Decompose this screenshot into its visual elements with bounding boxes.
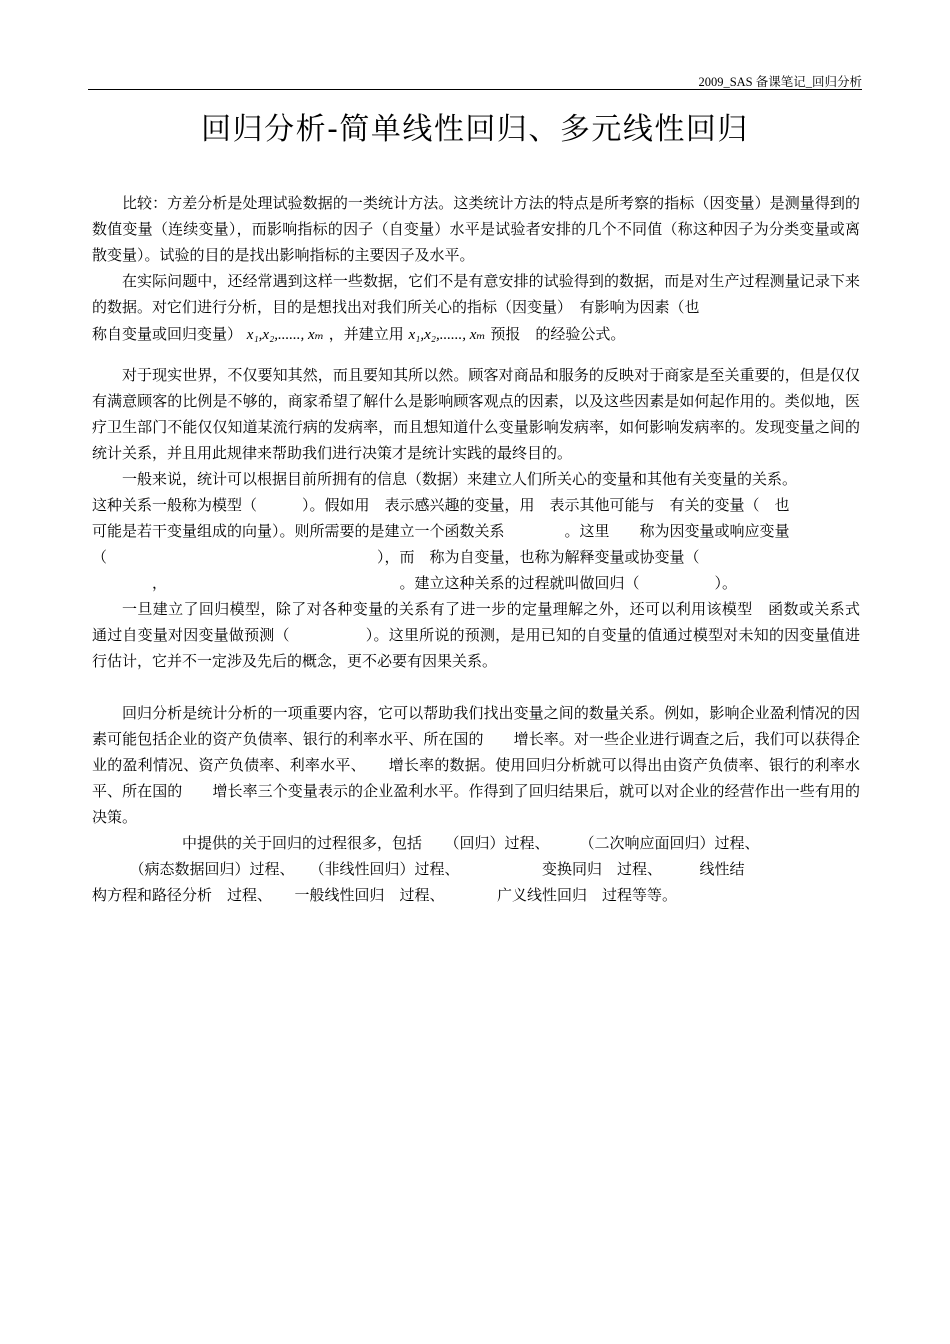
paragraph-practical-problem: 在实际问题中，还经常遇到这样一些数据，它们不是有意安排的试验得到的数据，而是对生产过程测量记录下来的数据。对它们进行分析，目的是想找出对我们所关心的指标（因变量） 有影响为因素（也 (92, 272, 860, 316)
formula-mid-text: ，并建立用 (328, 325, 404, 343)
page-title: 回归分析-简单线性回归、多元线性回归 (201, 112, 749, 147)
header-rule (88, 89, 862, 90)
formula-suffix-text: 预报 的经验公式。 (490, 325, 626, 343)
variable-sequence-repeat: x₁,x₂,......, xₘ (408, 327, 486, 343)
formula-line (92, 320, 860, 362)
paragraph-model-line-5: ， 。建立这种关系的过程就叫做回归（ ）。 (92, 574, 738, 592)
paragraph-model-line-4: （ ），而 称为自变量，也称为解释变量或协变量（ (92, 548, 700, 566)
running-header: 2009_SAS 备课笔记_回归分析 (698, 75, 862, 89)
variable-sequence: x₁,x₂,......, xₘ (246, 327, 324, 343)
paragraph-prediction: 一旦建立了回归模型，除了对各种变量的关系有了进一步的定量理解之外，还可以利用该模型 函数或关系式 通过自变量对因变量做预测（ ）。这里所说的预测，是用已知的自变量的值通过模型对未知的因变量值进行估计，它并不一定涉及先后的概念，更不必要有因果关系。 (92, 600, 876, 670)
paragraph-real-world: 对于现实世界，不仅要知其然，而且要知其所以然。顾客对商品和服务的反映对于商家是至关重要的，但是仅仅有满意顾客的比例是不够的，商家希望了解什么是影响顾客观点的因素，以及这些因素是如何起作用的。类似地，医疗卫生部门不能仅仅知道某流行病的发病率，而且想知道什么变量影响发病率，如何影响发病率的。发现变量之间的统计关系，并且用此规律来帮助我们进行决策才是统计实践的最终目的。 (92, 366, 860, 462)
paragraph-regression-analysis: 回归分析是统计分析的一项重要内容，它可以帮助我们找出变量之间的数量关系。例如，影响企业盈利情况的因素可能包括企业的资产负债率、银行的利率水平、所在国的 增长率。对一些企业进行调查之后，我们可以获得企业的盈利情况、资产负债率、利率水平、 增长率的数据。使用回归分析就可以得出由资产负债率、银行的利率水平、所在国的 增长率三个变量表示的企业盈利水平。作得到了回归结果后，就可以对企业的经营作出一些有用的决策。 (92, 704, 860, 826)
paragraph-model-line-3: 可能是若干变量组成的向量）。则所需要的是建立一个函数关系 。这里 称为因变量或响应变量 (92, 522, 790, 540)
paragraph-procedures-line-3: 构方程和路径分析 过程、 一般线性回归 过程、 广义线性回归 过程等等。 (92, 886, 678, 904)
paragraph-procedures-line-1: 中提供的关于回归的过程很多，包括 （回归）过程、 （二次响应面回归）过程、 (92, 834, 760, 852)
document-body (92, 190, 876, 908)
paragraph-gap (92, 674, 860, 700)
paragraph-model-line-2: 这种关系一般称为模型（ ）。假如用 表示感兴趣的变量，用 表示其他可能与 有关的变量（ 也 (92, 496, 790, 514)
formula-prefix-text: 称自变量或回归变量） (92, 325, 243, 343)
paragraph-comparison: 比较：方差分析是处理试验数据的一类统计方法。这类统计方法的特点是所考察的指标（因变量）是测量得到的数值变量（连续变量），而影响指标的因子（自变量）水平是试验者安排的几个不同值（称这种因子为分类变量或离散变量）。试验的目的是找出影响指标的主要因子及水平。 (92, 194, 860, 264)
paragraph-procedures-line-2: （病态数据回归）过程、 （非线性回归）过程、 变换同归 过程、 线性结 (92, 860, 745, 878)
paragraph-model-line-1: 一般来说，统计可以根据目前所拥有的信息（数据）来建立人们所关心的变量和其他有关变量的关系。 (92, 470, 798, 488)
